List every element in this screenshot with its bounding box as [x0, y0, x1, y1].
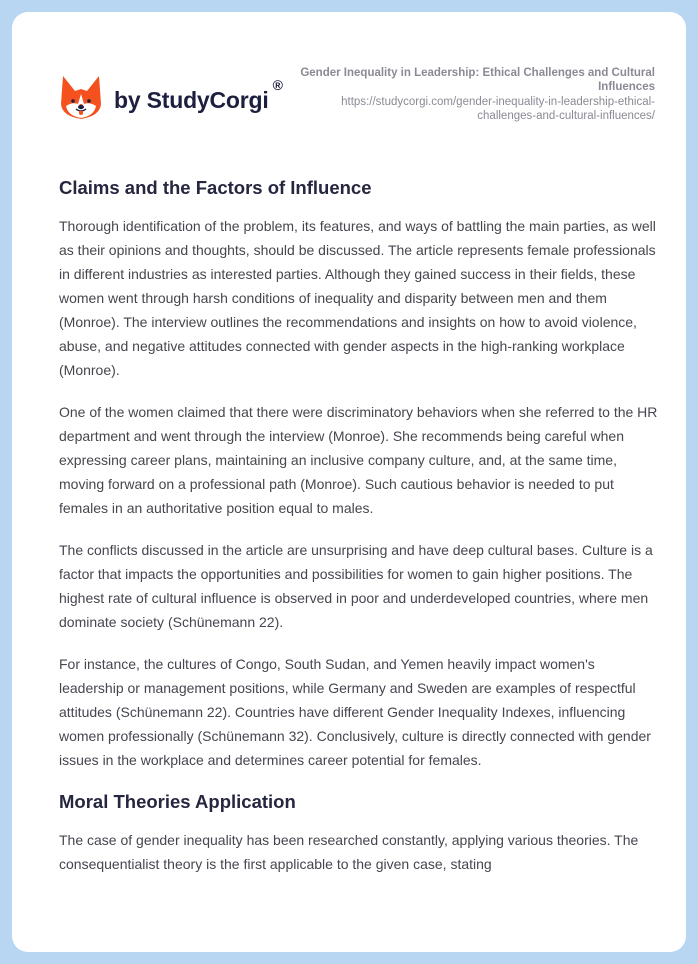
document-card	[12, 12, 686, 952]
document-title: Gender Inequality in Leadership: Ethical Challenges and Cultural Influences	[300, 67, 655, 93]
document-url[interactable]: https://studycorgi.com/gender-inequality-in-leadership-ethical-challenges-and-cultural-influences/	[341, 96, 655, 122]
corgi-icon	[60, 74, 102, 120]
document-header	[12, 12, 686, 152]
paragraph: Thorough identification of the problem, its features, and ways of battling the main parties, as well as their opinions and thoughts, should be discussed. The article represents female professionals in different industries as interested parties. Although they gained success in their fields, these women went through harsh conditions of inequality and disparity between men and them (Monroe). The interview outlines the recommendations and insights on how to avoid violence, abuse, and negative attitudes connected with gender aspects in the high-ranking workplace (Monroe).	[59, 218, 656, 378]
paragraph: The conflicts discussed in the article are unsurprising and have deep cultural bases. Culture is a factor that impacts the opportunities and possibilities for women to gain higher positions. The highest rate of cultural influence is observed in poor and underdeveloped countries, where men dominate society (Schünemann 22).	[59, 542, 653, 630]
paragraph: For instance, the cultures of Congo, South Sudan, and Yemen heavily impact women's leadership or management positions, while Germany and Sweden are examples of respectful attitudes (Schünemann 22). Countries have different Gender Inequality Indexes, influencing women professionally (Schünemann 32). Conclusively, culture is directly connected with gender issues in the workplace and determines career potential for females.	[59, 656, 651, 768]
document-meta	[295, 66, 655, 123]
article-body	[59, 174, 659, 876]
studycorgi-logo[interactable]	[60, 74, 283, 120]
paragraph: One of the women claimed that there were discriminatory behaviors when she referred to the HR department and went through the interview (Monroe). She recommends being careful when expressing career plans, maintaining an inclusive company culture, and, at the same time, moving forward on a professional path (Monroe). Such cautious behavior is needed to put females in an authoritative position equal to males.	[59, 404, 658, 516]
brand-name: by StudyCorgi	[114, 86, 269, 113]
registered-mark: ®	[272, 77, 283, 93]
section-heading: Moral Theories Application	[59, 791, 296, 812]
paragraph: The case of gender inequality has been researched constantly, applying various theories. The consequentialist theory is the first applicable to the given case, stating	[59, 832, 639, 872]
section-heading: Claims and the Factors of Influence	[59, 177, 372, 198]
